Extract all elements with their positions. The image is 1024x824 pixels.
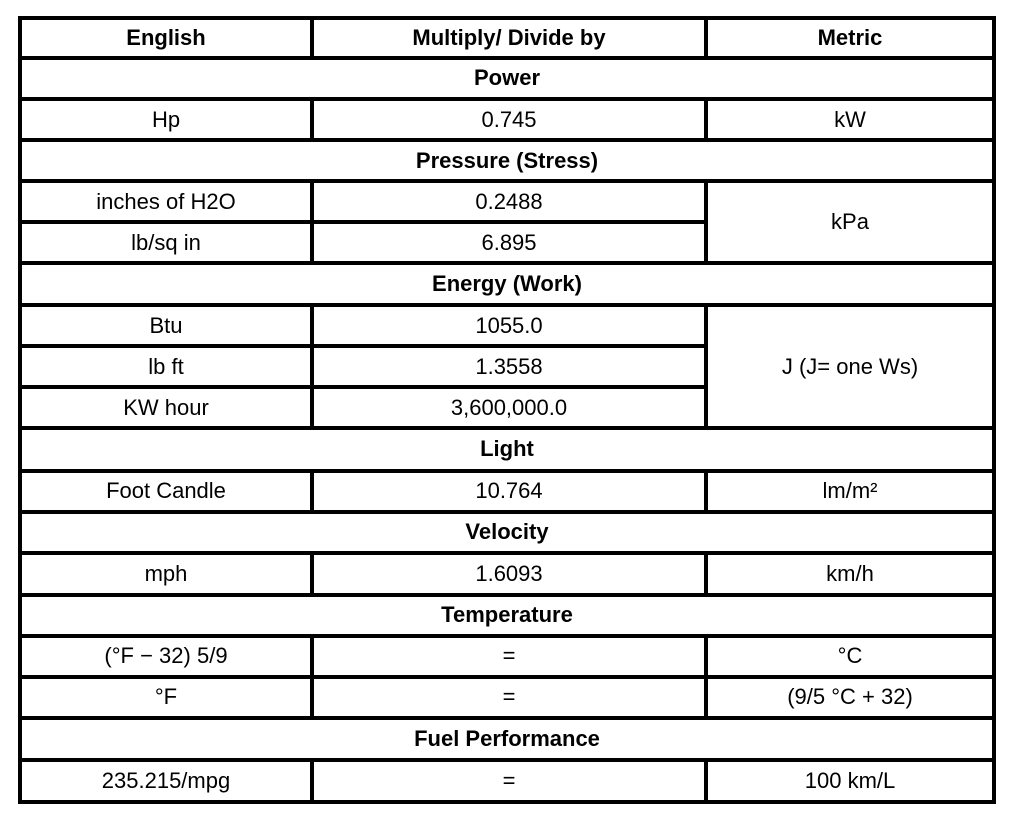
english-cell: (°F − 32) 5/9 <box>20 636 312 677</box>
table-row <box>20 636 994 677</box>
factor-cell: = <box>312 636 706 677</box>
unit-conversion-table <box>18 16 996 804</box>
section-title-energy: Energy (Work) <box>20 263 994 305</box>
section-title-fuel-performance: Fuel Performance <box>20 718 994 760</box>
factor-cell: 6.895 <box>312 222 706 263</box>
metric-cell: (9/5 °C + 32) <box>706 677 994 718</box>
column-header-factor: Multiply/ Divide by <box>312 18 706 58</box>
table-row <box>20 553 994 595</box>
section-row <box>20 718 994 760</box>
english-cell: Hp <box>20 99 312 140</box>
metric-cell: kW <box>706 99 994 140</box>
english-cell: 235.215/mpg <box>20 760 312 802</box>
table-row <box>20 305 994 346</box>
section-title-light: Light <box>20 428 994 470</box>
column-header-metric: Metric <box>706 18 994 58</box>
section-title-temperature: Temperature <box>20 595 994 636</box>
english-cell: KW hour <box>20 387 312 428</box>
english-cell: inches of H2O <box>20 181 312 222</box>
section-row <box>20 428 994 470</box>
english-cell: lb/sq in <box>20 222 312 263</box>
metric-cell: 100 km/L <box>706 760 994 802</box>
table-row <box>20 677 994 718</box>
factor-cell: 1.6093 <box>312 553 706 595</box>
section-row <box>20 58 994 99</box>
factor-cell: 1055.0 <box>312 305 706 346</box>
factor-cell: 3,600,000.0 <box>312 387 706 428</box>
section-row <box>20 140 994 181</box>
factor-cell: 0.2488 <box>312 181 706 222</box>
factor-cell: 10.764 <box>312 471 706 512</box>
table-row <box>20 471 994 512</box>
metric-cell: J (J= one Ws) <box>706 305 994 428</box>
table-row <box>20 99 994 140</box>
section-title-power: Power <box>20 58 994 99</box>
factor-cell: 1.3558 <box>312 346 706 387</box>
section-title-pressure: Pressure (Stress) <box>20 140 994 181</box>
metric-cell: lm/m² <box>706 471 994 512</box>
section-row <box>20 595 994 636</box>
english-cell: lb ft <box>20 346 312 387</box>
section-row <box>20 512 994 553</box>
metric-cell: kPa <box>706 181 994 263</box>
section-row <box>20 263 994 305</box>
factor-cell: = <box>312 677 706 718</box>
metric-cell: km/h <box>706 553 994 595</box>
metric-cell: °C <box>706 636 994 677</box>
column-header-english: English <box>20 18 312 58</box>
table-row <box>20 181 994 222</box>
english-cell: Btu <box>20 305 312 346</box>
english-cell: °F <box>20 677 312 718</box>
factor-cell: = <box>312 760 706 802</box>
header-row <box>20 18 994 58</box>
english-cell: mph <box>20 553 312 595</box>
section-title-velocity: Velocity <box>20 512 994 553</box>
factor-cell: 0.745 <box>312 99 706 140</box>
table-row <box>20 760 994 802</box>
english-cell: Foot Candle <box>20 471 312 512</box>
